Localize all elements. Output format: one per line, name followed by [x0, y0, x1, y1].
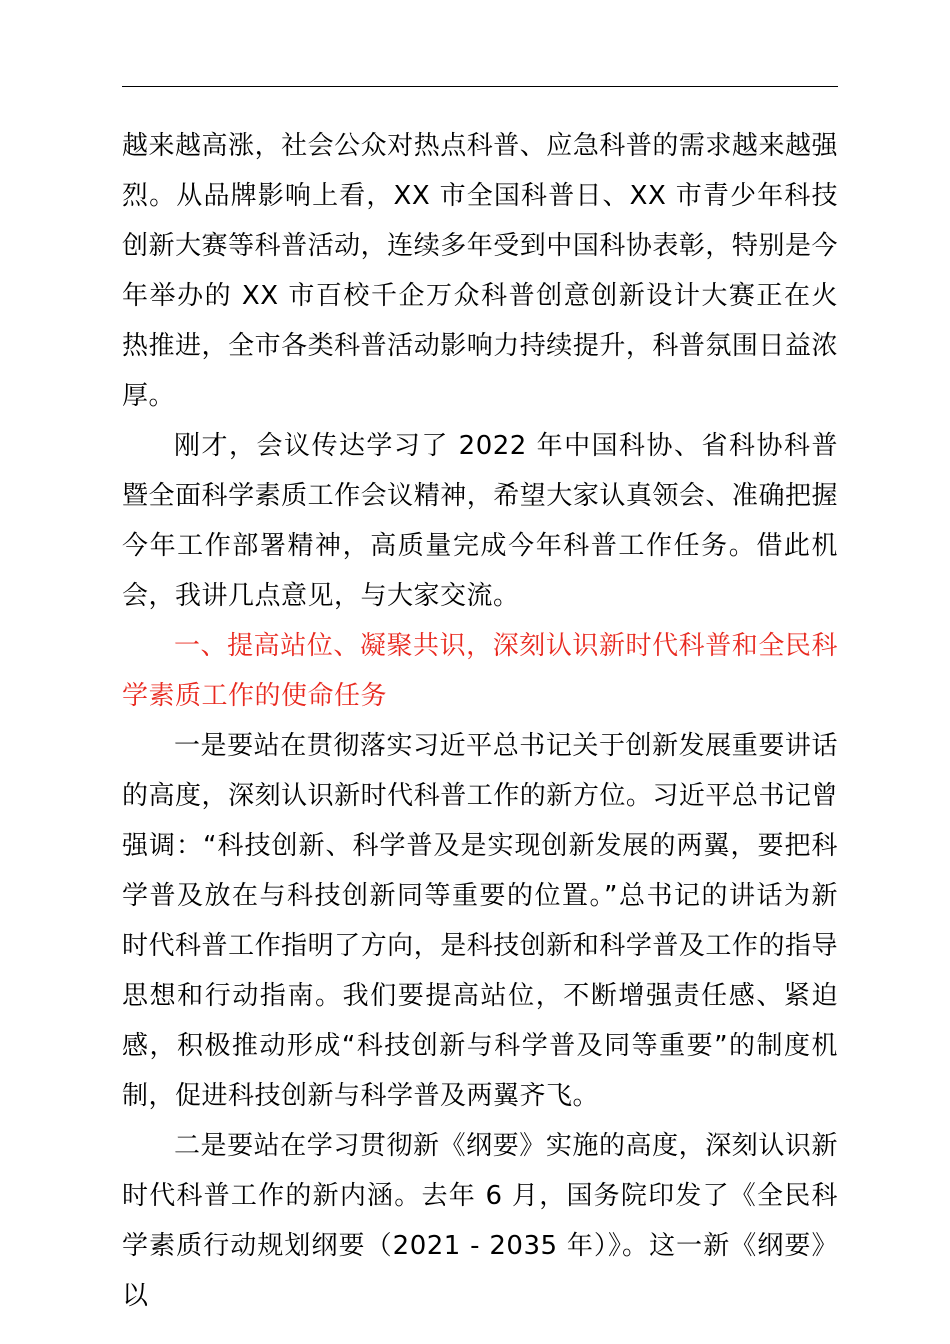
paragraph-meeting-intro: 刚才，会议传达学习了 2022 年中国科协、省科协科普暨全面科学素质工作会议精神，希望大家认真领会、准确把握今年工作部署精神，高质量完成今年科普工作任务。借此机会，我讲几点意见，与大家交流。 [122, 431, 838, 611]
paragraph-point-one: 一是要站在贯彻落实习近平总书记关于创新发展重要讲话的高度，深刻认识新时代科普工作的新方位。习近平总书记曾强调：“科技创新、科学普及是实现创新发展的两翼，要把科学普及放在与科技创新同等重要的位置。”总书记的讲话为新时代科普工作指明了方向，是科技创新和科学普及工作的指导思想和行动指南。我们要提高站位，不断增强责任感、紧迫感，积极推动形成“科技创新与科学普及同等重要”的制度机制，促进科技创新与科学普及两翼齐飞。 [122, 731, 838, 1111]
document-body [122, 121, 838, 1321]
paragraph-continuation: 越来越高涨，社会公众对热点科普、应急科普的需求越来越强烈。从品牌影响上看，XX 市全国科普日、XX 市青少年科技创新大赛等科普活动，连续多年受到中国科协表彰，特别是今年举办的 XX 市百校千企万众科普创意创新设计大赛正在火热推进，全市各类科普活动影响力持续提升，科普氛围日益浓厚。 [122, 131, 838, 411]
section-heading-1: 一、提高站位、凝聚共识，深刻认识新时代科普和全民科学素质工作的使命任务 [122, 631, 838, 711]
header-rule [122, 86, 838, 87]
paragraph-point-two: 二是要站在学习贯彻新《纲要》实施的高度，深刻认识新时代科普工作的新内涵。去年 6 月，国务院印发了《全民科学素质行动规划纲要（2021 - 2035 年）》。这一新《纲要》以 [122, 1131, 838, 1311]
